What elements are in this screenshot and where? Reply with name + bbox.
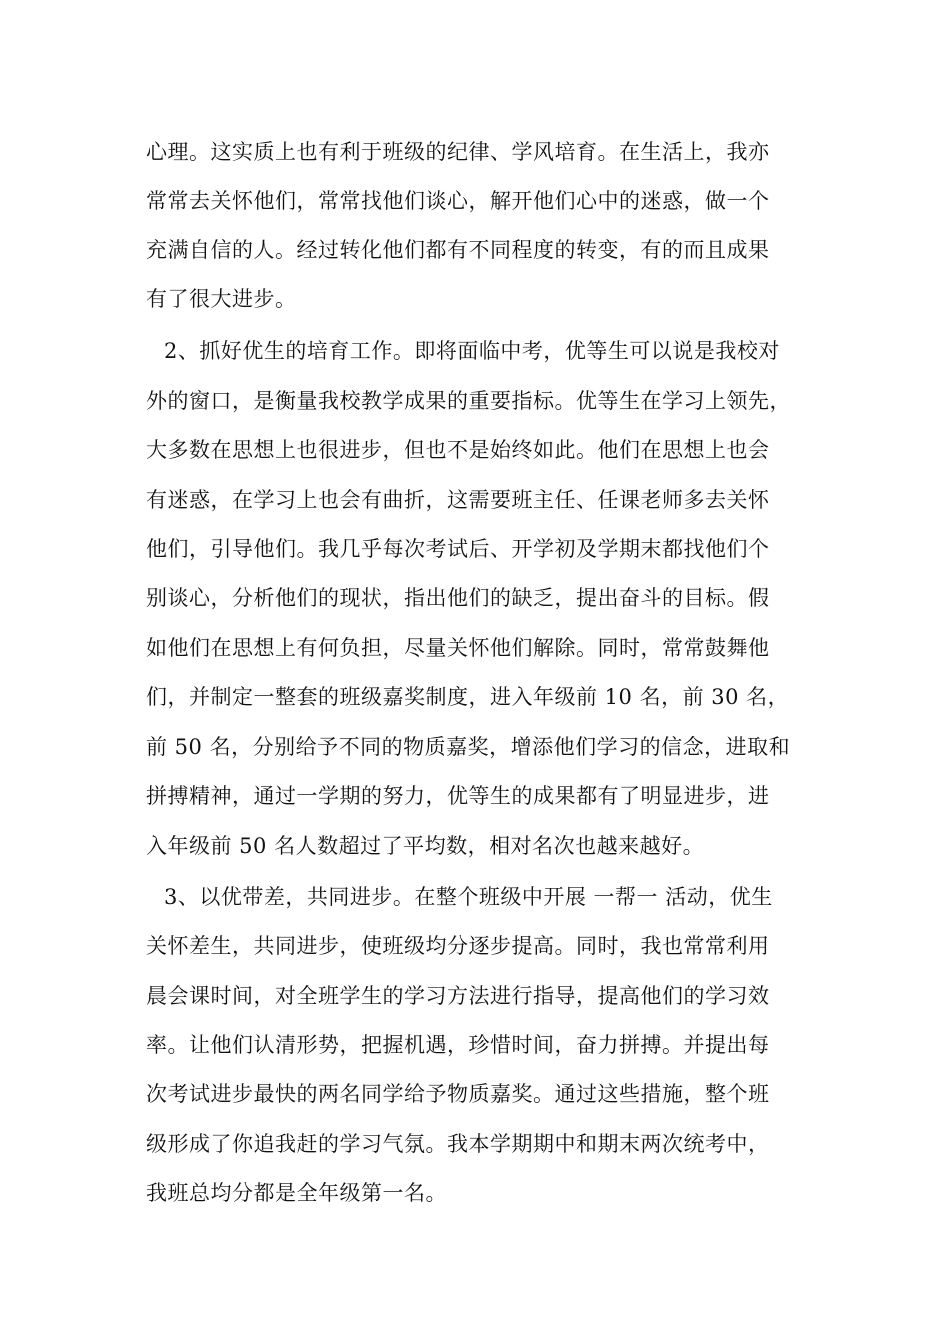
text-line: 晨会课时间，对全班学生的学习方法进行指导，提高他们的学习效 xyxy=(146,984,770,1008)
text-line: 拼搏精神，通过一学期的努力，优等生的成果都有了明显进步，进 xyxy=(146,784,770,808)
text-line: 们，并制定一整套的班级嘉奖制度，进入年级前 10 名，前 30 名， xyxy=(146,685,790,709)
text-line: 3、以优带差，共同进步。在整个班级中开展 一帮一 活动，优生 xyxy=(164,885,773,909)
text-line: 前 50 名，分别给予不同的物质嘉奖，增添他们学习的信念，进取和 xyxy=(146,735,791,759)
text-line: 有了很大进步。 xyxy=(146,287,297,311)
text-line: 心理。这实质上也有利于班级的纪律、学风培育。在生活上，我亦 xyxy=(146,140,770,164)
text-line: 入年级前 50 名人数超过了平均数，相对名次也越来越好。 xyxy=(146,834,705,858)
text-line: 次考试进步最快的两名同学给予物质嘉奖。通过这些措施，整个班 xyxy=(146,1082,770,1106)
text-line: 级形成了你追我赶的学习气氛。我本学期期中和期末两次统考中， xyxy=(146,1132,770,1156)
text-line: 别谈心，分析他们的现状，指出他们的缺乏，提出奋斗的目标。假 xyxy=(146,586,770,610)
text-line: 2、抓好优生的培育工作。即将面临中考，优等生可以说是我校对 xyxy=(164,339,780,363)
text-line: 外的窗口，是衡量我校教学成果的重要指标。优等生在学习上领先， xyxy=(146,389,791,413)
text-line: 关怀差生，共同进步，使班级均分逐步提高。同时，我也常常利用 xyxy=(146,934,770,958)
text-line: 大多数在思想上也很进步，但也不是始终如此。他们在思想上也会 xyxy=(146,438,770,462)
text-line: 我班总均分都是全年级第一名。 xyxy=(146,1181,447,1205)
text-line: 率。让他们认清形势，把握机遇，珍惜时间，奋力拼搏。并提出每 xyxy=(146,1033,770,1057)
text-line: 充满自信的人。经过转化他们都有不同程度的转变，有的而且成果 xyxy=(146,238,770,262)
text-line: 常常去关怀他们，常常找他们谈心，解开他们心中的迷惑，做一个 xyxy=(146,189,770,213)
text-line: 如他们在思想上有何负担，尽量关怀他们解除。同时，常常鼓舞他 xyxy=(146,636,770,660)
text-line: 他们，引导他们。我几乎每次考试后、开学初及学期末都找他们个 xyxy=(146,537,770,561)
text-line: 有迷惑，在学习上也会有曲折，这需要班主任、任课老师多去关怀 xyxy=(146,488,770,512)
